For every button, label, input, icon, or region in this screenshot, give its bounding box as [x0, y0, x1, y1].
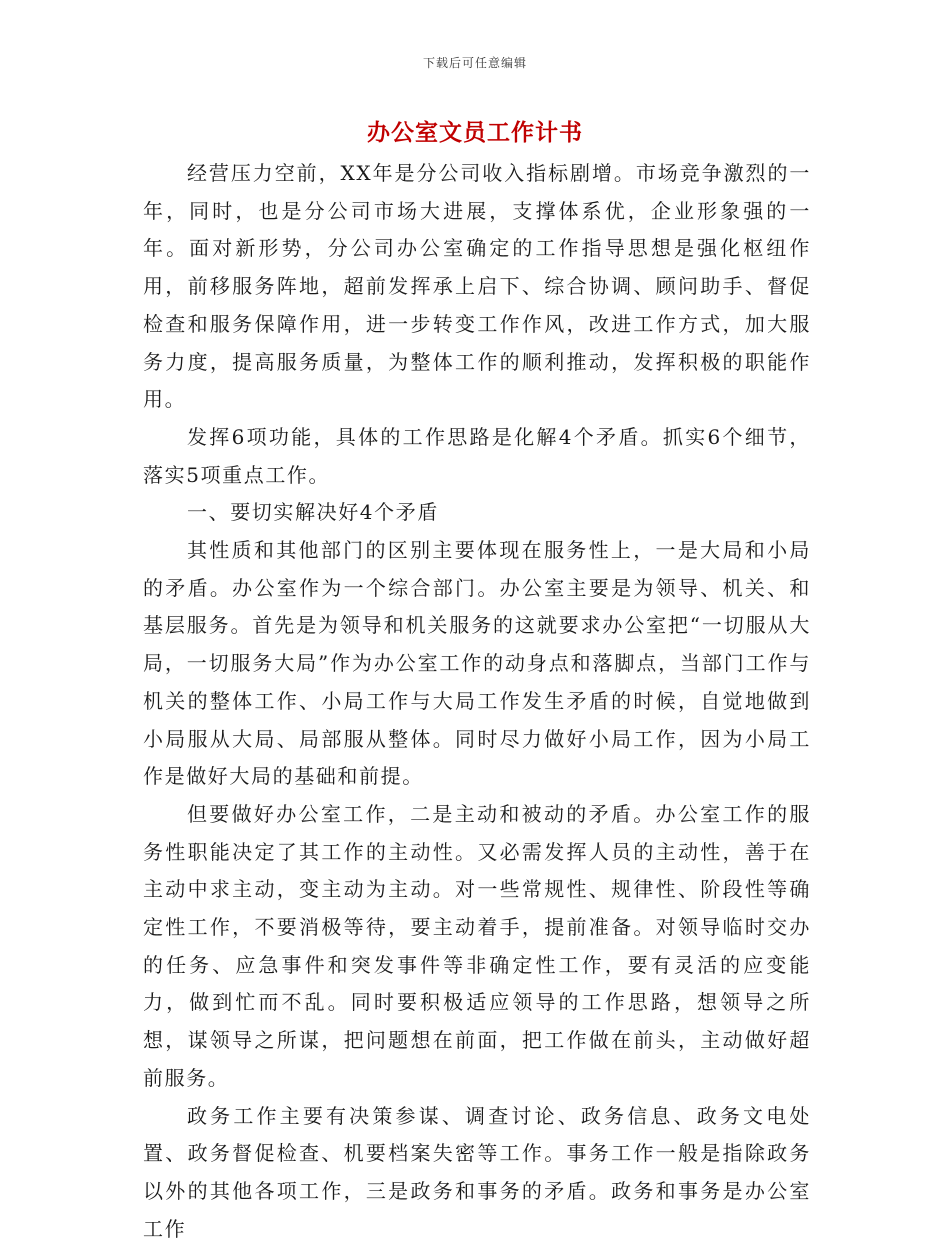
paragraph-big-small: 其性质和其他部门的区别主要体现在服务性上，一是大局和小局的矛盾。办公室作为一个综合部门。办公室主要是为领导、机关、和基层服务。首先是为领导和机关服务的这就要求办公室把“一切服从大局，一切服务大局”作为办公室工作的动身点和落脚点，当部门工作与机关的整体工作、小局工作与大局工作发生矛盾的时候，自觉地做到小局服从大局、局部服从整体。同时尽力做好小局工作，因为小局工作是做好大局的基础和前提。: [143, 538, 811, 789]
paragraph-summary: 发挥6项功能，具体的工作思路是化解4个矛盾。抓实6个细节，落实5项重点工作。: [143, 424, 811, 487]
paragraph-government-affairs: 政务工作主要有决策参谋、调查讨论、政务信息、政务文电处置、政务督促检查、机要档案失密等工作。事务工作一般是指除政务以外的其他各项工作，三是政务和事务的矛盾。政务和事务是办公室工作: [143, 1103, 811, 1241]
document-title: 办公室文员工作计书: [367, 119, 583, 146]
header-note: 下载后可任意编辑: [422, 56, 527, 70]
section-heading: 一、要切实解决好4个矛盾: [187, 500, 439, 525]
paragraph-intro: 经营压力空前，XX年是分公司收入指标剧增。市场竞争激烈的一年，同时，也是分公司市场大进展，支撑体系优，企业形象强的一年。面对新形势，分公司办公室确定的工作指导思想是强化枢纽作用，前移服务阵地，超前发挥承上启下、综合协调、顾问助手、督促检查和服务保障作用，进一步转变工作作风，改进工作方式，加大服务力度，提高服务质量，为整体工作的顺利推动，发挥积极的职能作用。: [143, 161, 811, 412]
document-body: [143, 155, 811, 1248]
paragraph-active-passive: 但要做好办公室工作，二是主动和被动的矛盾。办公室工作的服务性职能决定了其工作的主动性。又必需发挥人员的主动性，善于在主动中求主动，变主动为主动。对一些常规性、规律性、阶段性等确定性工作，不要消极等待，要主动着手，提前准备。对领导临时交办的任务、应急事件和突发事件等非确定性工作，要有灵活的应变能力，做到忙而不乱。同时要积极适应领导的工作思路，想领导之所想，谋领导之所谋，把问题想在前面，把工作做在前头，主动做好超前服务。: [143, 801, 811, 1090]
